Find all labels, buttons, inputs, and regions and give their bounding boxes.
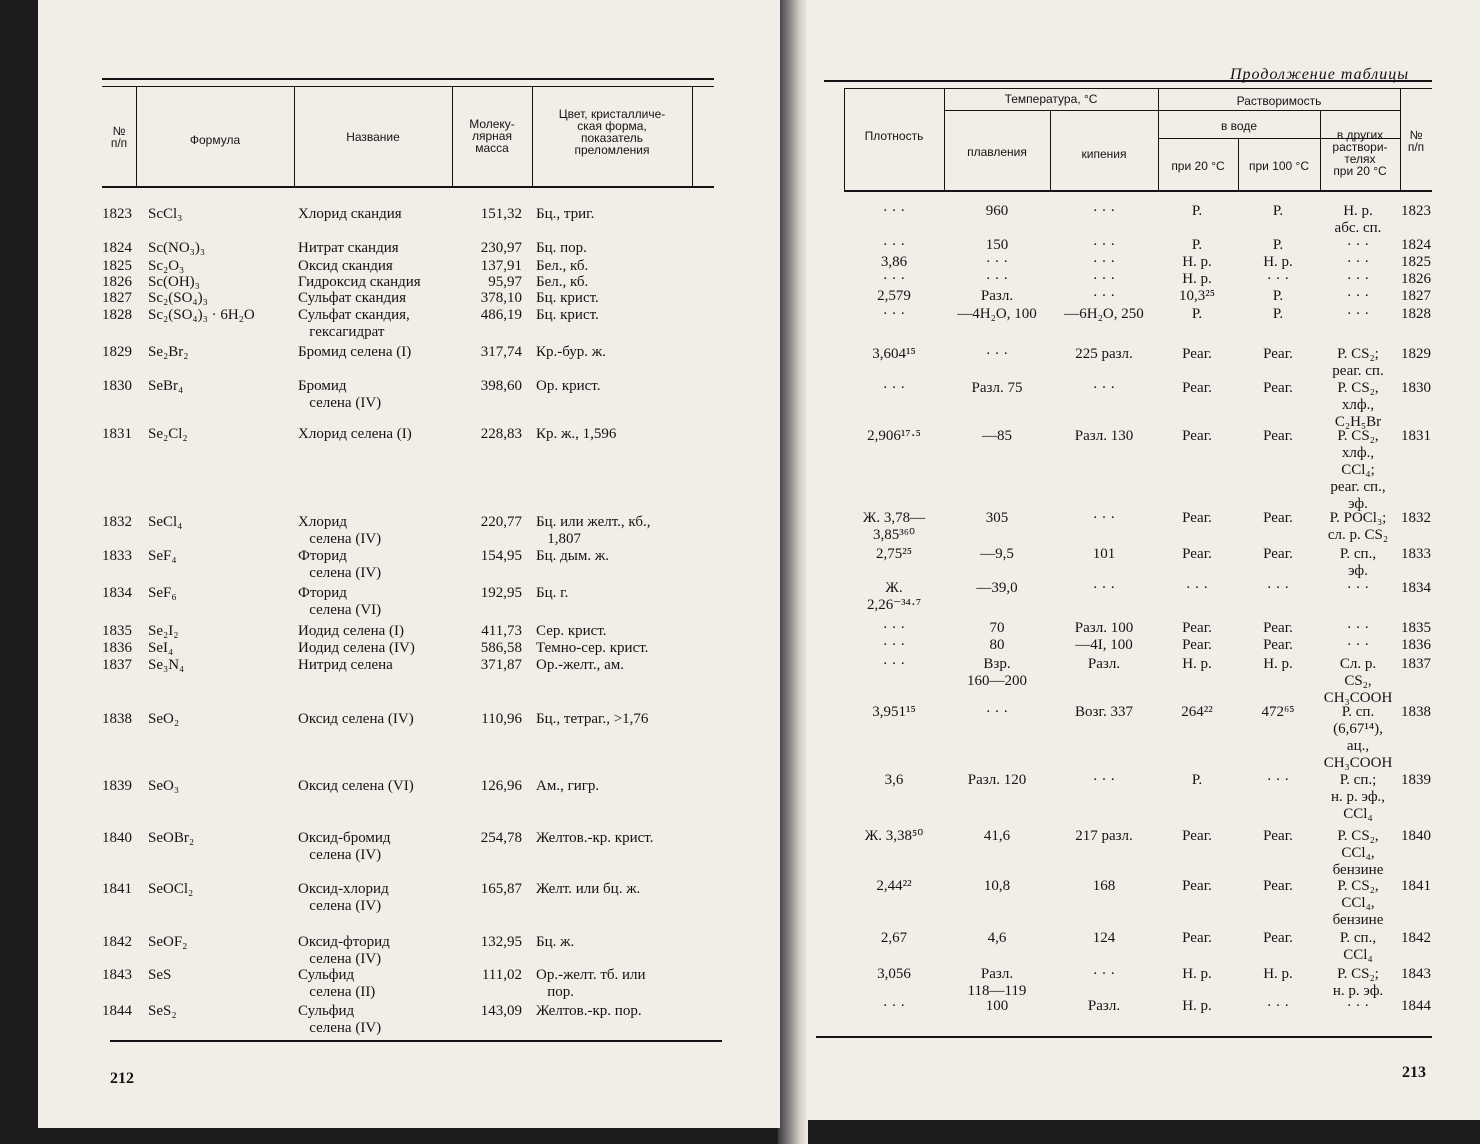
- color-form: Кр.-бур. ж.: [536, 344, 606, 360]
- melting-point: Разл. 120: [967, 772, 1027, 788]
- melting-point: Разл.: [980, 288, 1014, 304]
- density: · · ·: [882, 271, 906, 287]
- molecular-mass: 230,97: [480, 240, 522, 256]
- molecular-mass: 378,10: [480, 290, 522, 306]
- boiling-point: · · ·: [1092, 380, 1116, 396]
- melting-point: 305: [985, 510, 1009, 526]
- melting-point: —39,0: [976, 580, 1018, 596]
- solubility-20c: Н. р.: [1182, 656, 1212, 672]
- melting-point: —9,5: [980, 546, 1014, 562]
- solubility-100c: Н. р.: [1263, 966, 1293, 982]
- compound-name: Оксид селена (IV): [298, 711, 414, 727]
- solubility-100c: Реаг.: [1263, 346, 1293, 362]
- solubility-100c: Н. р.: [1263, 656, 1293, 672]
- molecular-mass: 95,97: [488, 274, 522, 290]
- row-number: 1835: [102, 623, 132, 639]
- melting-point: Разл. 75: [971, 380, 1023, 396]
- header-solubility: Растворимость: [1236, 94, 1322, 108]
- solubility-20c: Реаг.: [1182, 637, 1212, 653]
- other-solvents: Р. CS₂; н. р. эф.: [1332, 966, 1384, 999]
- other-solvents: Н. р. абс. сп.: [1334, 203, 1382, 236]
- color-form: Бц. пор.: [536, 240, 587, 256]
- row-number: 1824: [1401, 237, 1431, 253]
- compound-name: Иодид селена (IV): [298, 640, 415, 656]
- solubility-100c: Реаг.: [1263, 878, 1293, 894]
- formula: Sc(OH)₃: [148, 274, 200, 290]
- boiling-point: · · ·: [1092, 510, 1116, 526]
- header-in-water: в воде: [1220, 119, 1258, 133]
- molecular-mass: 143,09: [480, 1003, 522, 1019]
- compound-name: Оксид-фторид селена (IV): [298, 934, 390, 967]
- row-number: 1832: [102, 514, 132, 530]
- header-other-solvents: в других раствори- телях при 20 °С: [1332, 128, 1388, 178]
- formula: SeS: [148, 967, 172, 983]
- row-number: 1844: [1401, 998, 1431, 1014]
- color-form: Бц. крист.: [536, 307, 599, 323]
- color-form: Ам., гигр.: [536, 778, 600, 794]
- solubility-20c: 264²²: [1181, 704, 1213, 720]
- header-mass: Молеку- лярная масса: [469, 117, 515, 155]
- row-number: 1828: [1401, 306, 1431, 322]
- formula: SeF₆: [148, 585, 177, 601]
- melting-point: 960: [985, 203, 1009, 219]
- row-number: 1823: [102, 206, 132, 222]
- molecular-mass: 132,95: [480, 934, 522, 950]
- color-form: Бц. крист.: [536, 290, 599, 306]
- formula: Se₃N₄: [148, 657, 185, 673]
- header-bottom-rule: [844, 190, 1432, 192]
- molecular-mass: 411,73: [481, 623, 522, 639]
- row-number: 1838: [102, 711, 132, 727]
- compound-name: Сульфат скандия, гексагидрат: [298, 307, 410, 340]
- molecular-mass: 154,95: [480, 548, 522, 564]
- compound-name: Оксид скандия: [298, 258, 393, 274]
- formula: SeBr₄: [148, 378, 184, 394]
- density: 3,86: [880, 254, 908, 270]
- molecular-mass: 371,87: [480, 657, 522, 673]
- molecular-mass: 220,77: [480, 514, 522, 530]
- density: 2,67: [880, 930, 908, 946]
- melting-point: Разл. 118—119: [967, 966, 1027, 999]
- row-number: 1830: [1401, 380, 1431, 396]
- solubility-20c: Реаг.: [1182, 380, 1212, 396]
- page-number: 212: [110, 1070, 134, 1087]
- solubility-100c: Р.: [1272, 288, 1284, 304]
- other-solvents: Р. CS₂, хлф., CCl₄; реаг. сп., эф.: [1330, 428, 1386, 512]
- boiling-point: · · ·: [1092, 288, 1116, 304]
- solubility-100c: · · ·: [1266, 772, 1290, 788]
- header-at100: при 100 °С: [1248, 159, 1310, 173]
- molecular-mass: 126,96: [480, 778, 522, 794]
- solubility-100c: Реаг.: [1263, 828, 1293, 844]
- header-melting: плавления: [967, 145, 1027, 159]
- molecular-mass: 151,32: [480, 206, 522, 222]
- density: 3,951¹⁵: [872, 704, 916, 720]
- header-num: № п/п: [110, 124, 128, 150]
- compound-name: Бромид селена (I): [298, 344, 412, 360]
- boiling-point: · · ·: [1092, 237, 1116, 253]
- density: 2,579: [877, 288, 911, 304]
- boiling-point: 217 разл.: [1075, 828, 1133, 844]
- continuation-title: Продолжение таблицы: [1230, 66, 1410, 83]
- solubility-20c: Реаг.: [1182, 346, 1212, 362]
- boiling-point: 168: [1092, 878, 1116, 894]
- boiling-point: 124: [1092, 930, 1116, 946]
- row-number: 1825: [102, 258, 132, 274]
- formula: SeOBr₂: [148, 830, 195, 846]
- formula: SeOCl₂: [148, 881, 194, 897]
- molecular-mass: 317,74: [480, 344, 522, 360]
- other-solvents: Р. сп.; н. р. эф., CCl₄: [1330, 772, 1386, 822]
- header-bottom-rule: [102, 186, 714, 188]
- compound-name: Иодид селена (I): [298, 623, 405, 639]
- book-gutter: [778, 0, 808, 1144]
- melting-point: · · ·: [985, 704, 1009, 720]
- formula: Sc₂O₃: [148, 258, 185, 274]
- melting-point: · · ·: [985, 346, 1009, 362]
- other-solvents: · · ·: [1346, 237, 1370, 253]
- page-number: 213: [1402, 1064, 1426, 1081]
- other-solvents: Р. CS₂, CCl₄, бензине: [1332, 878, 1384, 928]
- boiling-point: · · ·: [1092, 772, 1116, 788]
- solubility-20c: Реаг.: [1182, 878, 1212, 894]
- row-number: 1826: [1401, 271, 1431, 287]
- molecular-mass: 486,19: [480, 307, 522, 323]
- solubility-100c: Реаг.: [1263, 637, 1293, 653]
- solubility-20c: Реаг.: [1182, 510, 1212, 526]
- molecular-mass: 228,83: [480, 426, 522, 442]
- other-solvents: Р. CS₂, CCl₄, бензине: [1332, 828, 1384, 878]
- header-top-rule: [844, 88, 1432, 89]
- row-number: 1840: [102, 830, 132, 846]
- boiling-point: · · ·: [1092, 271, 1116, 287]
- compound-name: Хлорид скандия: [298, 206, 402, 222]
- melting-point: 80: [989, 637, 1005, 653]
- other-solvents: · · ·: [1346, 254, 1370, 270]
- solubility-100c: Реаг.: [1263, 510, 1293, 526]
- color-form: Ор. крист.: [536, 378, 601, 394]
- melting-point: —85: [982, 428, 1012, 444]
- solubility-100c: Н. р.: [1263, 254, 1293, 270]
- row-number: 1841: [1401, 878, 1431, 894]
- solubility-100c: · · ·: [1266, 998, 1290, 1014]
- formula: SeO₂: [148, 711, 180, 727]
- color-form: Бц., тетраг., >1,76: [536, 711, 649, 727]
- row-number: 1837: [1401, 656, 1431, 672]
- row-number: 1842: [1401, 930, 1431, 946]
- other-solvents: · · ·: [1346, 580, 1370, 596]
- formula: Se₂Br₂: [148, 344, 189, 360]
- density: · · ·: [882, 380, 906, 396]
- solubility-20c: Н. р.: [1182, 966, 1212, 982]
- density: 3,6: [884, 772, 904, 788]
- color-form: Желт. или бц. ж.: [536, 881, 641, 897]
- row-number: 1836: [102, 640, 132, 656]
- color-form: Темно-сер. крист.: [536, 640, 649, 656]
- formula: Sc₂(SO₄)₃: [148, 290, 208, 306]
- table-top-rule: [102, 78, 714, 80]
- color-form: Бц. дым. ж.: [536, 548, 609, 564]
- col-divider: [692, 87, 693, 186]
- formula: SeF₄: [148, 548, 177, 564]
- molecular-mass: 111,02: [481, 967, 522, 983]
- row-number: 1834: [102, 585, 132, 601]
- color-form: Бц. г.: [536, 585, 569, 601]
- molecular-mass: 254,78: [480, 830, 522, 846]
- molecular-mass: 192,95: [480, 585, 522, 601]
- row-number: 1843: [102, 967, 132, 983]
- solubility-20c: Р.: [1191, 772, 1203, 788]
- density: Ж. 3,78— 3,85³⁶⁰: [862, 510, 926, 543]
- other-solvents: Сл. р. CS₂, CH₃COOH: [1323, 656, 1393, 706]
- row-number: 1826: [102, 274, 132, 290]
- row-number: 1825: [1401, 254, 1431, 270]
- boiling-point: Разл.: [1087, 656, 1121, 672]
- formula: SeI₄: [148, 640, 174, 656]
- solubility-20c: Р.: [1191, 203, 1203, 219]
- table-top-rule: [824, 80, 1432, 82]
- density: · · ·: [882, 637, 906, 653]
- row-number: 1827: [102, 290, 132, 306]
- other-solvents: Р. CS₂, хлф., C₂H₅Br: [1334, 380, 1382, 430]
- compound-name: Хлорид селена (IV): [298, 514, 382, 547]
- density: · · ·: [882, 306, 906, 322]
- other-solvents: Р. POCl₃; сл. р. CS₂: [1327, 510, 1389, 543]
- compound-name: Хлорид селена (I): [298, 426, 412, 442]
- boiling-point: 225 разл.: [1075, 346, 1133, 362]
- density: · · ·: [882, 998, 906, 1014]
- header-num: № п/п: [1407, 128, 1425, 154]
- row-number: 1832: [1401, 510, 1431, 526]
- compound-name: Фторид селена (VI): [298, 585, 382, 618]
- molecular-mass: 586,58: [480, 640, 522, 656]
- solubility-100c: Реаг.: [1263, 620, 1293, 636]
- table-bottom-rule: [816, 1036, 1432, 1038]
- header-top-rule: [102, 86, 714, 87]
- solubility-20c: Реаг.: [1182, 930, 1212, 946]
- other-solvents: Р. сп. (6,67¹⁴), ац., CH₃COOH: [1323, 704, 1393, 771]
- row-number: 1823: [1401, 203, 1431, 219]
- solubility-100c: Р.: [1272, 203, 1284, 219]
- melting-point: 41,6: [983, 828, 1011, 844]
- compound-name: Нитрид селена: [298, 657, 393, 673]
- other-solvents: · · ·: [1346, 288, 1370, 304]
- header-boiling: кипения: [1081, 147, 1127, 161]
- melting-point: 100: [985, 998, 1009, 1014]
- compound-name: Сульфат скандия: [298, 290, 407, 306]
- solubility-20c: Реаг.: [1182, 828, 1212, 844]
- boiling-point: Разл. 130: [1074, 428, 1134, 444]
- table-bottom-rule: [110, 1040, 722, 1042]
- compound-name: Нитрат скандия: [298, 240, 399, 256]
- color-form: Бел., кб.: [536, 274, 589, 290]
- solubility-20c: Реаг.: [1182, 428, 1212, 444]
- solubility-100c: Реаг.: [1263, 380, 1293, 396]
- molecular-mass: 398,60: [480, 378, 522, 394]
- compound-name: Бромид селена (IV): [298, 378, 382, 411]
- density: · · ·: [882, 656, 906, 672]
- row-number: 1838: [1401, 704, 1431, 720]
- color-form: Ор.-желт. тб. или пор.: [536, 967, 646, 1000]
- melting-point: Взр. 160—200: [967, 656, 1027, 689]
- header-name: Название: [346, 130, 400, 144]
- solubility-20c: Реаг.: [1182, 546, 1212, 562]
- compound-name: Оксид-бромид селена (IV): [298, 830, 391, 863]
- formula: Se₂Cl₂: [148, 426, 188, 442]
- row-number: 1840: [1401, 828, 1431, 844]
- solubility-20c: · · ·: [1185, 580, 1209, 596]
- color-form: Сер. крист.: [536, 623, 607, 639]
- row-number: 1839: [102, 778, 132, 794]
- solubility-100c: · · ·: [1266, 580, 1290, 596]
- other-solvents: · · ·: [1346, 271, 1370, 287]
- boiling-point: Разл. 100: [1074, 620, 1134, 636]
- color-form: Желтов.-кр. крист.: [536, 830, 654, 846]
- melting-point: 10,8: [983, 878, 1011, 894]
- row-number: 1824: [102, 240, 132, 256]
- melting-point: 4,6: [987, 930, 1007, 946]
- compound-name: Оксид селена (VI): [298, 778, 414, 794]
- density: 2,906¹⁷·⁵: [867, 428, 921, 444]
- solubility-100c: · · ·: [1266, 271, 1290, 287]
- row-number: 1843: [1401, 966, 1431, 982]
- formula: SeO₃: [148, 778, 180, 794]
- formula: SeOF₂: [148, 934, 188, 950]
- density: · · ·: [882, 620, 906, 636]
- other-solvents: · · ·: [1346, 637, 1370, 653]
- solubility-20c: Н. р.: [1182, 998, 1212, 1014]
- formula: SeCl₄: [148, 514, 183, 530]
- density: Ж. 3,38⁵⁰: [864, 828, 924, 844]
- solubility-20c: Р.: [1191, 237, 1203, 253]
- other-solvents: Р. сп., эф.: [1339, 546, 1377, 579]
- solubility-100c: 472⁶⁵: [1261, 704, 1295, 720]
- header-sub-rule: [944, 110, 1400, 111]
- row-number: 1844: [102, 1003, 132, 1019]
- row-number: 1842: [102, 934, 132, 950]
- row-number: 1837: [102, 657, 132, 673]
- row-number: 1829: [1401, 346, 1431, 362]
- left-page: [38, 0, 780, 1128]
- solubility-20c: Реаг.: [1182, 620, 1212, 636]
- molecular-mass: 110,96: [481, 711, 522, 727]
- density: 2,75²⁵: [876, 546, 912, 562]
- molecular-mass: 137,91: [480, 258, 522, 274]
- other-solvents: · · ·: [1346, 620, 1370, 636]
- row-number: 1835: [1401, 620, 1431, 636]
- boiling-point: Разл.: [1087, 998, 1121, 1014]
- header-color: Цвет, кристалличе- ская форма, показатель преломления: [558, 107, 666, 157]
- solubility-100c: Р.: [1272, 237, 1284, 253]
- boiling-point: · · ·: [1092, 254, 1116, 270]
- row-number: 1839: [1401, 772, 1431, 788]
- header-density: Плотность: [864, 129, 924, 143]
- row-number: 1831: [102, 426, 132, 442]
- melting-point: 150: [985, 237, 1009, 253]
- boiling-point: —4I, 100: [1075, 637, 1133, 653]
- melting-point: · · ·: [985, 254, 1009, 270]
- row-number: 1836: [1401, 637, 1431, 653]
- other-solvents: · · ·: [1346, 306, 1370, 322]
- boiling-point: —6H₂O, 250: [1064, 306, 1144, 322]
- row-number: 1829: [102, 344, 132, 360]
- boiling-point: Возг. 337: [1075, 704, 1133, 720]
- boiling-point: · · ·: [1092, 203, 1116, 219]
- solubility-100c: Реаг.: [1263, 546, 1293, 562]
- other-solvents: · · ·: [1346, 998, 1370, 1014]
- solubility-20c: 10,3²⁵: [1179, 288, 1215, 304]
- compound-name: Гидроксид скандия: [298, 274, 421, 290]
- density: 3,056: [877, 966, 911, 982]
- color-form: Бц., триг.: [536, 206, 595, 222]
- formula: Sc(NO₃)₃: [148, 240, 206, 256]
- color-form: Бц. или желт., кб., 1,807: [536, 514, 651, 547]
- solubility-100c: Р.: [1272, 306, 1284, 322]
- compound-name: Сульфид селена (IV): [298, 1003, 382, 1036]
- density: 2,44²²: [876, 878, 912, 894]
- molecular-mass: 165,87: [480, 881, 522, 897]
- density: Ж. 2,26⁻³⁴·⁷: [866, 580, 922, 613]
- solubility-100c: Реаг.: [1263, 428, 1293, 444]
- melting-point: 70: [989, 620, 1005, 636]
- formula: Sc₂(SO₄)₃ · 6H₂O: [148, 307, 255, 323]
- row-number: 1833: [1401, 546, 1431, 562]
- formula: ScCl₃: [148, 206, 183, 222]
- melting-point: —4H₂O, 100: [957, 306, 1037, 322]
- header-temperature: Температура, °С: [1004, 92, 1098, 106]
- color-form: Бел., кб.: [536, 258, 589, 274]
- row-number: 1831: [1401, 428, 1431, 444]
- solubility-20c: Н. р.: [1182, 271, 1212, 287]
- color-form: Кр. ж., 1,596: [536, 426, 617, 442]
- right-page: [806, 0, 1480, 1120]
- melting-point: · · ·: [985, 271, 1009, 287]
- formula: SeS₂: [148, 1003, 177, 1019]
- header-at20: при 20 °С: [1171, 159, 1225, 173]
- color-form: Бц. ж.: [536, 934, 575, 950]
- header-formula: Формула: [189, 133, 241, 147]
- color-form: Ор.-желт., ам.: [536, 657, 624, 673]
- compound-name: Оксид-хлорид селена (IV): [298, 881, 389, 914]
- formula: Se₂I₂: [148, 623, 179, 639]
- compound-name: Сульфид селена (II): [298, 967, 376, 1000]
- color-form: Желтов.-кр. пор.: [536, 1003, 642, 1019]
- boiling-point: · · ·: [1092, 966, 1116, 982]
- solubility-20c: Н. р.: [1182, 254, 1212, 270]
- other-solvents: Р. CS₂; реаг. сп.: [1332, 346, 1384, 379]
- density: · · ·: [882, 237, 906, 253]
- boiling-point: · · ·: [1092, 580, 1116, 596]
- boiling-point: 101: [1092, 546, 1116, 562]
- density: · · ·: [882, 203, 906, 219]
- row-number: 1828: [102, 307, 132, 323]
- compound-name: Фторид селена (IV): [298, 548, 382, 581]
- other-solvents: Р. сп., CCl₄: [1339, 930, 1377, 963]
- solubility-100c: Реаг.: [1263, 930, 1293, 946]
- row-number: 1834: [1401, 580, 1431, 596]
- solubility-20c: Р.: [1191, 306, 1203, 322]
- row-number: 1833: [102, 548, 132, 564]
- density: 3,604¹⁵: [872, 346, 916, 362]
- row-number: 1827: [1401, 288, 1431, 304]
- row-number: 1841: [102, 881, 132, 897]
- row-number: 1830: [102, 378, 132, 394]
